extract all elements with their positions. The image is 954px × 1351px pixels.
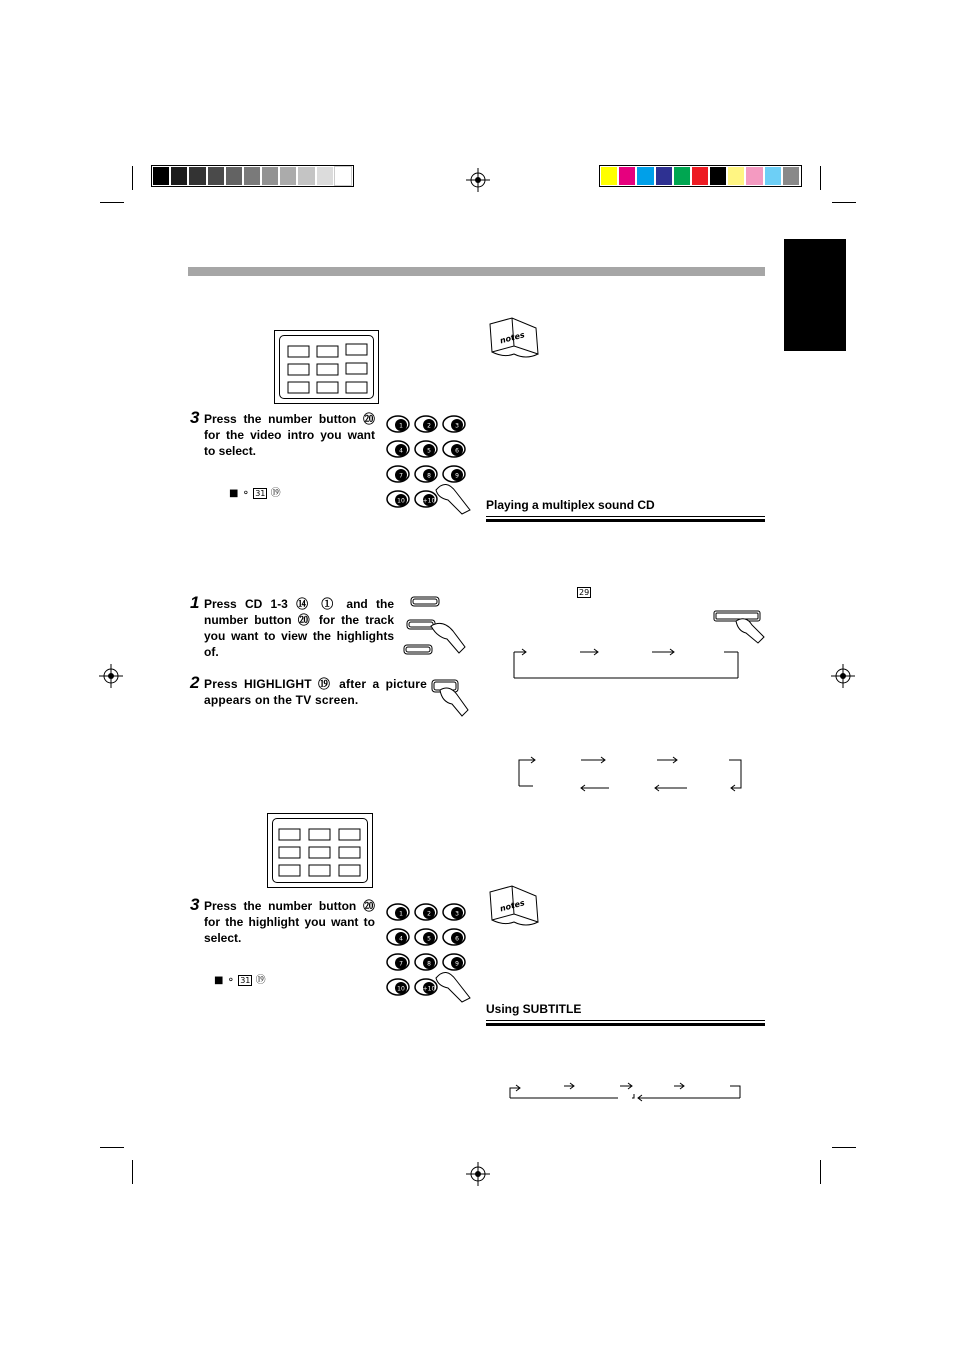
notes-book-icon — [486, 314, 542, 360]
svg-text:+10: +10 — [422, 497, 436, 505]
stop-symbol: ■ — [214, 975, 224, 986]
color-swatch — [637, 167, 653, 185]
svg-text:1: 1 — [399, 422, 403, 430]
svg-text:2: 2 — [427, 910, 431, 918]
reference-line-top — [229, 484, 281, 499]
notes-book-icon-2 — [486, 882, 542, 928]
remote-keypad-top — [386, 414, 471, 514]
svg-text:3: 3 — [455, 422, 459, 430]
svg-text:9: 9 — [455, 960, 459, 968]
registration-target-bottom — [466, 1162, 490, 1186]
keypad-button-8 — [415, 466, 437, 482]
section-rule-subtitle — [486, 1020, 765, 1025]
registration-target-left — [99, 664, 123, 688]
svg-text:6: 6 — [455, 935, 459, 943]
keypad-button-9 — [443, 954, 465, 970]
grayscale-swatch — [226, 167, 242, 185]
step-number-2: 2 — [190, 673, 200, 692]
color-swatch — [746, 167, 762, 185]
grayscale-swatch — [335, 167, 351, 185]
language-tab — [784, 239, 846, 351]
keypad-button-10 — [387, 979, 409, 995]
svg-text:10: 10 — [397, 985, 405, 993]
keypad-button-4 — [387, 441, 409, 457]
ref-page: 31 — [255, 489, 266, 498]
svg-text:7: 7 — [399, 960, 403, 968]
pointing-hand-icon — [436, 972, 470, 1002]
ref-item: ⑲ — [270, 488, 281, 499]
svg-text:9: 9 — [455, 472, 459, 480]
cd-buttons-illustration — [403, 593, 467, 661]
svg-text:8: 8 — [427, 472, 431, 480]
grayscale-swatch — [317, 167, 333, 185]
svg-text:5: 5 — [427, 935, 431, 943]
pointing-hand-icon — [436, 484, 470, 514]
color-swatch — [656, 167, 672, 185]
crop-mark-top-right-v — [820, 166, 821, 190]
svg-text:1: 1 — [399, 910, 403, 918]
highlight-button-illustration — [430, 676, 470, 718]
crop-mark-bottom-right-v — [820, 1160, 821, 1184]
keypad-button-7 — [387, 954, 409, 970]
step-number-3-bottom: 3 — [190, 895, 200, 914]
section-heading-multiplex: Playing a multiplex sound CD — [486, 498, 655, 512]
disc-icon: ⚬ — [241, 488, 251, 499]
section-heading-subtitle: Using SUBTITLE — [486, 1002, 582, 1016]
svg-text:10: 10 — [397, 497, 405, 505]
crop-mark-bottom-left-v — [132, 1160, 133, 1184]
svg-text:4: 4 — [399, 447, 403, 455]
audio-cycle-diagram — [512, 644, 740, 680]
keypad-button-+10 — [415, 979, 437, 995]
step-number-3-top: 3 — [190, 408, 200, 427]
svg-text:4: 4 — [399, 935, 403, 943]
keypad-button-1 — [387, 904, 409, 920]
registration-target-right — [831, 664, 855, 688]
svg-text:7: 7 — [399, 472, 403, 480]
keypad-button-6 — [443, 929, 465, 945]
crop-mark-top-right-h — [832, 202, 856, 203]
color-strip — [599, 165, 802, 187]
keypad-button-4 — [387, 929, 409, 945]
svg-text:2: 2 — [427, 422, 431, 430]
ref-page: 31 — [240, 976, 251, 985]
step-number-1: 1 — [190, 593, 200, 612]
svg-text:3: 3 — [455, 910, 459, 918]
grayscale-swatch — [189, 167, 205, 185]
crop-mark-top-left-h — [100, 202, 124, 203]
registration-target-top — [466, 168, 490, 192]
stop-symbol: ■ — [229, 488, 239, 499]
color-swatch — [692, 167, 708, 185]
subtitle-cycle-diagram — [508, 1080, 742, 1102]
color-swatch — [783, 167, 799, 185]
color-swatch — [674, 167, 690, 185]
keypad-button-5 — [415, 929, 437, 945]
keypad-button-2 — [415, 416, 437, 432]
tv-screen-illustration-2 — [267, 813, 373, 888]
svg-text:+10: +10 — [422, 985, 436, 993]
step-3-bottom-text: Press the number button ⑳ for the highlight you want to select. — [204, 899, 375, 945]
svg-text:8: 8 — [427, 960, 431, 968]
channel-cycle-diagram — [517, 756, 745, 792]
multiplex-ref-box: 29 — [579, 588, 590, 597]
step-3-top-text: Press the number button ⑳ for the video intro you want to select. — [204, 412, 375, 458]
keypad-button-6 — [443, 441, 465, 457]
color-swatch — [619, 167, 635, 185]
keypad-button-8 — [415, 954, 437, 970]
header-bar — [188, 267, 765, 276]
section-rule-multiplex — [486, 516, 765, 521]
color-swatch — [765, 167, 781, 185]
grayscale-swatch — [298, 167, 314, 185]
keypad-button-3 — [443, 416, 465, 432]
keypad-button-9 — [443, 466, 465, 482]
grayscale-swatch — [262, 167, 278, 185]
svg-text:5: 5 — [427, 447, 431, 455]
grayscale-swatch — [208, 167, 224, 185]
keypad-button-10 — [387, 491, 409, 507]
color-swatch — [728, 167, 744, 185]
color-swatch — [601, 167, 617, 185]
tv-screen-illustration — [274, 330, 379, 404]
grayscale-swatch — [171, 167, 187, 185]
notes-label: notes — [498, 330, 526, 346]
keypad-button-1 — [387, 416, 409, 432]
audio-button-illustration — [712, 609, 768, 645]
grayscale-swatch — [153, 167, 169, 185]
reference-line-bottom — [214, 971, 266, 986]
step-2-text: Press HIGHLIGHT ⑲ after a picture appears on the TV screen. — [204, 677, 427, 707]
notes-label-2: notes — [498, 898, 526, 914]
crop-mark-top-left-v — [132, 166, 133, 190]
grayscale-strip — [151, 165, 354, 187]
color-swatch — [710, 167, 726, 185]
keypad-button-7 — [387, 466, 409, 482]
keypad-button-5 — [415, 441, 437, 457]
keypad-button-2 — [415, 904, 437, 920]
disc-icon: ⚬ — [226, 975, 236, 986]
svg-text:6: 6 — [455, 447, 459, 455]
grayscale-swatch — [280, 167, 296, 185]
keypad-button-+10 — [415, 491, 437, 507]
remote-keypad-bottom — [386, 902, 471, 1002]
keypad-button-3 — [443, 904, 465, 920]
crop-mark-bottom-left-h — [100, 1147, 124, 1148]
step-1-text: Press CD 1-3 ⑭ ① and the number button ⑳ for the track you want to view the highlights of. — [204, 597, 394, 659]
ref-item: ⑲ — [255, 975, 266, 986]
grayscale-swatch — [244, 167, 260, 185]
crop-mark-bottom-right-h — [832, 1147, 856, 1148]
